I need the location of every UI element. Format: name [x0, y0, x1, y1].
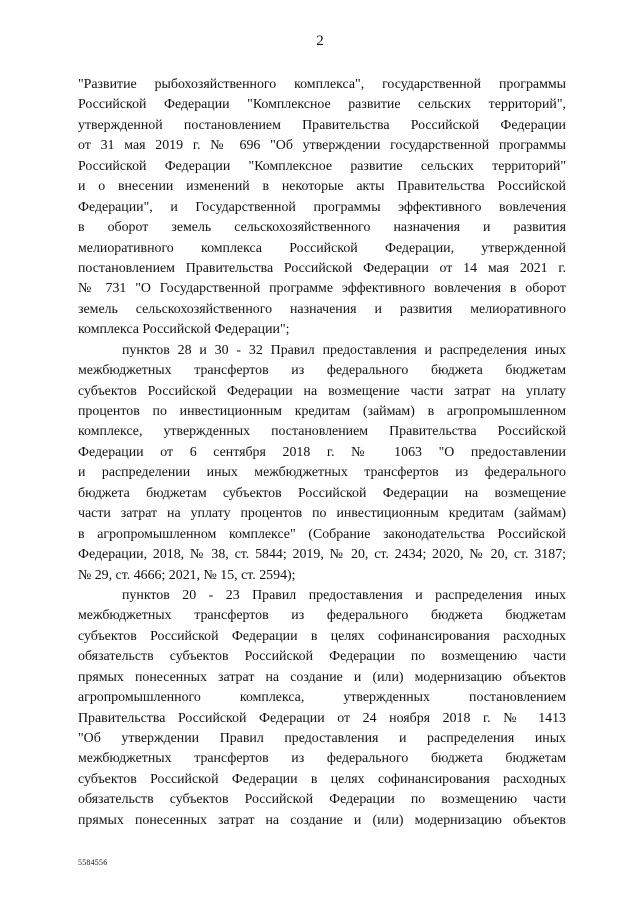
text-line: земель сельскохозяйственного назначения и развития мелиоративного	[78, 301, 566, 317]
text-line: обязательств субъектов Российской Федерации по возмещению части	[78, 792, 566, 808]
text-line: обязательств субъектов Российской Федерации по возмещению части	[78, 649, 566, 665]
text-line: утвержденной постановлением Правительства Российской Федерации	[78, 117, 566, 133]
text-line: прямых понесенных затрат на создание и (или) модернизацию объектов	[78, 669, 566, 685]
document-body	[78, 75, 566, 831]
text-line: Федерации, 2018, № 38, ст. 5844; 2019, № 20, ст. 2434; 2020, № 20, ст. 3187;	[78, 547, 566, 563]
text-line: в оборот земель сельскохозяйственного назначения и развития	[78, 220, 566, 236]
text-line: от 31 мая 2019 г. № 696 "Об утверждении государственной программы	[78, 138, 566, 154]
text-line: субъектов Российской Федерации на возмещение части затрат на уплату	[78, 383, 566, 399]
text-line: № 29, ст. 4666; 2021, № 15, ст. 2594);	[78, 567, 296, 583]
text-line: части затрат на уплату процентов по инвестиционным кредитам (займам)	[78, 506, 566, 522]
text-line: комплексе, утвержденных постановлением Правительства Российской	[78, 424, 566, 440]
paragraph	[78, 341, 566, 586]
text-line: процентов по инвестиционным кредитам (займам) в агропромышленном	[78, 404, 566, 419]
text-line: Федерации", и Государственной программы эффективного вовлечения	[78, 199, 566, 215]
text-line: и распределении иных межбюджетных трансфертов из федерального	[78, 465, 566, 481]
text-line: № 731 "О Государственной программе эффективного вовлечения в оборот	[78, 281, 566, 297]
text-line: пунктов 28 и 30 - 32 Правил предоставления и распределения иных	[122, 342, 566, 358]
text-line: постановлением Правительства Российской Федерации от 14 мая 2021 г.	[78, 260, 566, 276]
text-line: Российской Федерации "Комплексное развитие сельских территорий"	[78, 158, 566, 174]
text-line: "Об утверждении Правил предоставления и распределения иных	[78, 731, 566, 746]
text-line: межбюджетных трансфертов из федерального бюджета бюджетам	[78, 608, 566, 624]
text-line: комплекса Российской Федерации";	[78, 322, 290, 338]
text-line: Правительства Российской Федерации от 24 ноября 2018 г. № 1413	[78, 710, 566, 726]
text-line: прямых понесенных затрат на создание и (или) модернизацию объектов	[78, 812, 566, 828]
document-code: 5584556	[78, 858, 108, 867]
text-line: бюджета бюджетам субъектов Российской Федерации на возмещение	[78, 485, 566, 501]
paragraph	[78, 75, 566, 341]
text-line: субъектов Российской Федерации в целях софинансирования расходных	[78, 771, 566, 787]
text-line: агропромышленного комплекса, утвержденных постановлением	[78, 690, 566, 706]
page-number: 2	[316, 33, 324, 49]
text-line: мелиоративного комплекса Российской Федерации, утвержденной	[78, 240, 566, 256]
paragraph	[78, 586, 566, 831]
text-line: субъектов Российской Федерации в целях софинансирования расходных	[78, 628, 566, 644]
text-line: в агропромышленном комплексе" (Собрание законодательства Российской	[78, 526, 566, 542]
text-line: межбюджетных трансфертов из федерального бюджета бюджетам	[78, 751, 566, 767]
text-line: пунктов 20 - 23 Правил предоставления и распределения иных	[122, 587, 566, 603]
text-line: Российской Федерации "Комплексное развитие сельских территорий",	[78, 97, 566, 113]
text-line: Федерации от 6 сентября 2018 г. № 1063 "О предоставлении	[78, 444, 566, 460]
text-line: "Развитие рыбохозяйственного комплекса", государственной программы	[78, 77, 566, 92]
text-line: и о внесении изменений в некоторые акты Правительства Российской	[78, 179, 566, 195]
text-line: межбюджетных трансфертов из федерального бюджета бюджетам	[78, 363, 566, 379]
